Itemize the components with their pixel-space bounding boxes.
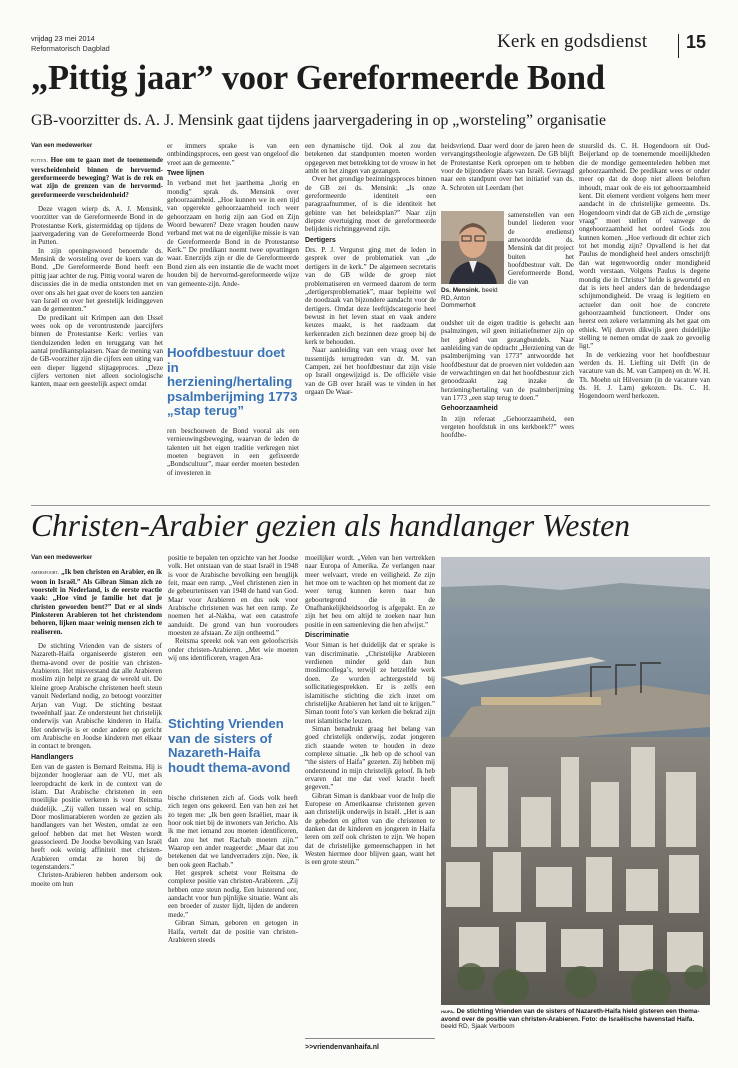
lead-text: Hoe om te gaan met de toenemende verscheidenheid binnen de hervormd-gereformeerde beweging? Wat is de rek en wat zijn de grenzen van de hervormd-gereformeerde verscheidenheid? <box>31 156 163 199</box>
article-column-3 <box>305 142 436 498</box>
paper-name: Reformatorisch Dagblad <box>31 44 110 53</box>
article-headline: „Pittig jaar” voor Gereformeerde Bond <box>31 59 605 97</box>
haifa-photo <box>441 557 710 1005</box>
caption-credit: beeld RD, Anton Dommerholt <box>441 287 498 310</box>
portrait-illustration <box>441 211 504 284</box>
article-divider <box>31 505 710 506</box>
portrait-caption <box>441 287 504 310</box>
pull-quote: Hoofdbestuur doet in herziening/hertaling psalmberijming 1773 „stap terug” <box>167 345 298 419</box>
subheading: Gehoorzaamheid <box>441 405 498 413</box>
section-title: Kerk en godsdienst <box>497 31 648 52</box>
subheading: Twee lijnen <box>167 170 205 178</box>
lead-paragraph <box>31 156 163 199</box>
paragraph: Over het grondige bezinningsproces binnen de GB zei ds. Mensink: „Is onze gereformeerde identiteit een paragraafnummer, of is die identiteit het gebinte van het beleidsplan?” Naar zijn diepste overtuiging moet de gereformeerde belijdenis richtinggevend zijn. <box>305 175 436 234</box>
haifa-caption <box>441 1008 710 1031</box>
article-column-4-right <box>508 211 574 318</box>
paragraph: Reitsma spreekt ook van een geloofscrisis onder christen-Arabieren. „Met wie moeten wij ons identificeren, vragen Ara- <box>168 637 298 663</box>
article-headline: Christen-Arabier gezien als handlanger Westen <box>31 508 631 543</box>
dateline: amersfoort. <box>31 569 60 577</box>
paragraph: bische christenen zich af. Gods volk heeft zich tegen ons gekeerd. Een van hen zei het zo tegen me: „Ik ben geen Israëliet, maar ik hoor ook niet bij de inwoners van Jericho. Als ik me met iemand zou moeten identificeren, dan zou het met Rachab moeten zijn.” Waarop een ander reageerde: „Maar dat zou betekenen dat we landverraders zijn. Nee, ik ben ook geen Rachab.” <box>168 794 298 869</box>
paragraph: Gibran Siman is dankbaar voor de hulp die Europese en Amerikaanse christenen geven aan christelijk onderwijs in Israël. „Het is aan de gebeden en giften van die christenen te danken dat de kinderen en jongeren in Haifa leren om zelf ook christen te zijn. We hopen dat de christelijke gemeenschappen in het Westen hiermee door blijven gaan, want het is een grote steun.” <box>305 791 435 867</box>
lead-text: „Ik ben christen en Arabier, en ik woon in Israël.” Als Gibran Siman zich zo voorstelt in Nederland, is de eerste reactie vaak: „Hoe vind je familie het dat je christen geworden bent?” Dat er al sinds Pinksteren Arabieren tot het christendom behoren, lijken maar weinig mensen zich te realiseren. <box>31 568 162 636</box>
caption-place: haifa. <box>441 1008 455 1015</box>
article-column-4 <box>441 319 574 499</box>
paragraph: Christen-Arabieren hebben andersom ook moeite om hun <box>31 871 162 888</box>
article-column-2 <box>167 142 299 340</box>
byline: Van een medewerker <box>31 554 93 561</box>
subheading: Dertigers <box>305 236 336 244</box>
paragraph: De predikant uit Krimpen aan den IJssel wees ook op de verontrustende jaarcijfers binnen de Protestantse Kerk: verlies van tienduizenden leden en teruggang van het aantal predikantsplaatsen. Naar de mening van de GB-voorzitter zijn die cijfers een uiting van een dieper liggend slijtageproces. „Deze cijfers vertonen niet alleen sociologische kanten, maar een geestelijk aspect omdat <box>31 313 163 389</box>
paragraph: De stichting Vrienden van de sisters of Nazareth-Haifa organiseerde gisteren een thema-avond over de positie van christen-Arabieren. Het misverstand dat alle Arabieren moslim zijn helpt ze graag de wereld uit. De kleine groep Arabische christenen heeft steun vanuit Nederland nodig, zo betoogt voorzitter Arjan van Vugt. De stichting bestaat tweeënhalf jaar. Ze ondersteunt het christelijk onderwijs van Arabische kinderen in Haifa. Het onderwijs is er onder andere op gericht om Arabische en Joodse kinderen met elkaar in contact te brengen. <box>31 642 162 751</box>
byline: Van een medewerker <box>31 142 93 149</box>
paragraph: Deze vragen wierp ds. A. J. Mensink, voorzitter van de Gereformeerde Bond in de Protestantse Kerk, gistermiddag op tijdens de jaarvergadering van de Gereformeerde Bond in Putten. <box>31 205 163 247</box>
pull-quote: Stichting Vrienden van de sisters of Nazareth-Haifa houdt thema-avond <box>168 716 291 775</box>
portrait-photo <box>441 211 504 284</box>
article2-column-2 <box>168 554 298 712</box>
lead-paragraph <box>31 568 162 636</box>
paragraph: Voor Siman is het duidelijk dat er sprake is van discriminatie. „Christelijke Arabieren verdienen minder geld dan hun moslimcollega’s, terwijl ze hetzelfde werk doen. Ze worden achtergesteld bij sollicitatiegesprekken. Er is zelfs een islamitische stichting die zich inzet om christelijke Arabieren het land uit te krijgen.” Siman toont foto’s van kerken die bekrad zijn met islamitische leuzen. <box>305 641 435 725</box>
article2-column-3 <box>305 554 435 1028</box>
article-column-1 <box>31 142 163 497</box>
paragraph: Naar aanleiding van een vraag over het tussentijds terugtreden van dr. M. van Campen, zei het hoofdbestuur dat zijn visie op Israël ongewijzigd is. De officiële visie van de GB over Israël was te vinden in het orgaan De Waar- <box>305 346 436 396</box>
paragraph: oudsher uit de eigen traditie is gehecht aan psalmzingen, wil geen initiatiefnemer zijn op het gebied van gezangbundels. Naar aanleiding van de opdracht „Herziening van de psalmberijming van 1773” antwoordde het hoofdbestuur dat de proeven niet voldeden aan de verwachtingen en dat het hoofdbestuur zich genoodzaakt zag inzake de herziening/hertaling van de psalmberijming van 1773 „een stap terug te doen.” <box>441 319 574 403</box>
caption-name: Ds. Mensink. <box>441 287 481 294</box>
paragraph: samenstellen van een bundel liederen voor de eredienst) antwoordde ds. Mensink dat dit project buiten het hoofdbestuur valt. De Gereformeerde Bond, die van <box>508 211 574 286</box>
article-column-4-top <box>441 142 574 210</box>
paragraph: een dynamische tijd. Ook al zou dat betekenen dat standpunten moeten worden opgegeven met betrekking tot de vrouw in het ambt en het zingen van gezangen. <box>305 142 436 176</box>
paragraph: Drs. P. J. Vergunst ging met de leden in gesprek over de problematiek van „de dertigers in de kerk.” De algemeen secretaris van de GB wilde de groep niet problematiseren en vermeed daarom de term „dertigersproblematiek”, maar bepleitte wel de noodzaak van bijzondere aandacht voor de dertigers. Omdat deze leeftijdscategorie heel bewust in het leven staat en vaak andere keuzes maakt, is het raadzaam dat kerkenraden zich bezinnen deze groep bij de kerk te behouden. <box>305 246 436 346</box>
subheading: Handlangers <box>31 753 74 761</box>
haifa-harbour-illustration <box>441 557 710 1005</box>
paragraph: In de verkiezing voor het hoofdbestuur werden ds. H. Liefting uit Delft (in de vacature van ds. M. van Campen) en dr. W. H. Th. Moehn uit Hilversum (in de vacature van ds. H. J. Lam) gekozen. Ds. C. H. Hogendoorn werd herkozen. <box>579 350 710 401</box>
link-divider <box>305 1038 435 1039</box>
paragraph: In zijn referaat „Gehoorzaamheid, een vergeten hoofdstuk in ons kerkboek!?” wees hoofdbe- <box>441 414 574 440</box>
paragraph: er immers sprake is van een ontbindingsproces, een geest van ongeloof die vreet aan de gemeente.” <box>167 142 299 167</box>
paragraph: In zijn openingswoord benoemde ds. Mensink de worsteling over de koers van de Bond. „De Gereformeerde Bond heeft een pittig jaar achter de rug. Pittig vooral waren de discussies die in de media ontstonden met en over ons als het gaat over de koers ten aanzien van Israël en over het geestelijk leidinggeven aan de gemeenten.” <box>31 246 163 314</box>
article-column-5 <box>579 142 710 499</box>
paragraph: positie te bepalen ten opzichte van het Joodse volk. Het ontstaan van de staat Israël in 1948 is voor de Arabische bevolking een heuglijk feit, maar een ramp. „Veel christenen zien in de gebeurtenissen van 1948 de hand van God. Maar voor Arabieren en dus ook voor Arabische christenen was het een ramp. Ze noemen het al-Nakba, wat een catastrofe aanduidt. De grond van hun voorouders moesten ze afstaan. Ze zijn ontheemd.” <box>168 554 298 638</box>
paragraph: moeilijker wordt. „Velen van hen vertrekken naar Europa of Amerika. Ze verlangen naar meer welvaart, vrede en veiligheid. Ze zijn het moe om te wachten op het moment dat ze weer terug kunnen keren naar hun geboortegrond die in de Onafhankelijkheidsoorlog is afgepakt. En ze zijn het beu om altijd te zoeken naar hun positie in een samenleving die hen afwijst.” <box>305 554 435 629</box>
paragraph: heidsvriend. Daar werd door de jaren heen de vervangingstheologie afgewezen. De GB blijft de Protestantse Kerk oproepen om te hebben voor de bijzondere plaats van Israël. Gevraagd naar een standpunt over het initiatief van ds. A. Schroten uit Leerdam (het <box>441 142 574 192</box>
paragraph: stuurslid ds. C. H. Hogendoorn uit Oud-Beijerland op de toenemende moeilijkheden die de mondige gemeenteleden hebben met gehoorzaamheid. De predikant wees er onder meer op dat de doop niet alleen beloften inhoudt, maar ook de eis tot gehoorzaamheid kent. Dit element verdient volgens hem meer aandacht in de christelijke gemeente. Ds. Hogendoorn vindt dat de GB zich de „ernstige vraag” moet stellen of vanwege de ongehoorzaamheid het oordeel Gods zou kunnen komen. „Hoe verhoudt dit echter zich tot het mondig zijn? Opvallend is het dat Paulus de mondigheid heel anders omschrijft dan wat tegenwoordig onder mondigheid wordt verstaan. Volgens Paulus is degene mondig die in Christus’ liefde is geworteld en dat is iets heel anders dan de hedendaagse schijnmondigheid. De vraag is legitiem en actueler dan ooit hoe de concrete gehoorzaamheid functioneert. Onder ons heerst een zekere verlamming als het gaat om ethiek. Wij durven dikwijls geen duidelijke stelling te nemen omdat de zaak zo gevoelig ligt.” <box>579 142 710 351</box>
caption-credit: beeld RD, Sjaak Verboom <box>441 1023 515 1031</box>
issue-date: vrijdag 23 mei 2014 <box>31 34 95 43</box>
dateline: putten. <box>31 157 48 165</box>
paragraph: In verband met het jaarthema „horig en mondig” sprak ds. Mensink over gehoorzaamheid. „Hoe kunnen we in een tijd van opgerekte gehoorzaamheid toch weer gehoorzaam en horig zijn aan God en Zijn Woord bewaren? Deze vragen houden nauw verband met wat nu de eigenlijke missie is van de Gereformeerde Bond in de Protestantse Kerk.” De predikant noemt twee opvattingen waar. Enerzijds zijn er die de Gereformeerde Bond zien als een instantie die de wacht moet houden bij de hervormd-gereformeerde wijze van gemeente-zijn. Ande- <box>167 179 299 288</box>
article2-column-2b <box>168 794 298 1062</box>
header-divider <box>678 34 679 58</box>
subheading: Discriminatie <box>305 632 349 640</box>
paragraph: ren beschouwen de Bond vooral als een vernieuwingsbeweging, waarvan de leden de talenten uit het eigen traditie verkregen niet moeten begraven in een gefixeerde „Bondscultuur”, maar eerder moeten besteden of investeren in <box>167 427 299 477</box>
paragraph: Gibran Siman, geboren en getogen in Haifa, vertelt dat de positie van christen-Arabieren steeds <box>168 919 298 944</box>
paragraph: Het gesprek schetst voor Reitsma de complexe positie van christen-Arabieren. „Zij hebben onze steun nodig. Een luisterend oor, aandacht voor hun pijnlijke situatie. Want als een broeder of zuster lijdt, lijden de anderen mede.” <box>168 869 298 919</box>
page-number: 15 <box>686 32 707 52</box>
website-link[interactable]: >>vriendenvanhaifa.nl <box>305 1044 379 1051</box>
article2-column-1 <box>31 554 162 1062</box>
caption-text: De stichting Vrienden van de sisters of Nazareth-Haifa hield gisteren een thema-avond over de positie van christen-Arabieren. Foto: de Israëlische havenstad Haifa. <box>441 1008 700 1023</box>
paragraph: Een van de gasten is Bernard Reitsma. Hij is bijzonder hoogleraar aan de VU, met als leeropdracht de kerk in de context van de islam. Dat Arabische christenen in een moeilijke positie verkeren is voor Reitsma duidelijk. „Zij vallen tussen wal en schip. Door moslimarabieren worden ze gezien als handlangers van het Westen, omdat ze een geloof hebben dat met het Westen wordt geassocieerd. De Joodse bevolking van Israël heeft ook weinig affiniteit met christen-Arabieren omdat ze horen bij de tegenstanders.” <box>31 762 162 872</box>
paragraph: Siman benadrukt graag het belang van goed christelijk onderwijs, zodat jongeren zich staande weten te houden in deze complexe situatie. „Ik heb op de school van “the sisters of Haifa” gezeten. Zij hebben mij ondersteund in mijn christelijk geloof. Ik heb ervaren dat me dat veel kracht heeft gegeven.” <box>305 724 435 792</box>
article-column-2b <box>167 427 299 499</box>
article-subhead: GB-voorzitter ds. A. J. Mensink gaat tijdens jaarvergadering in op „worsteling” organisatie <box>31 112 606 129</box>
